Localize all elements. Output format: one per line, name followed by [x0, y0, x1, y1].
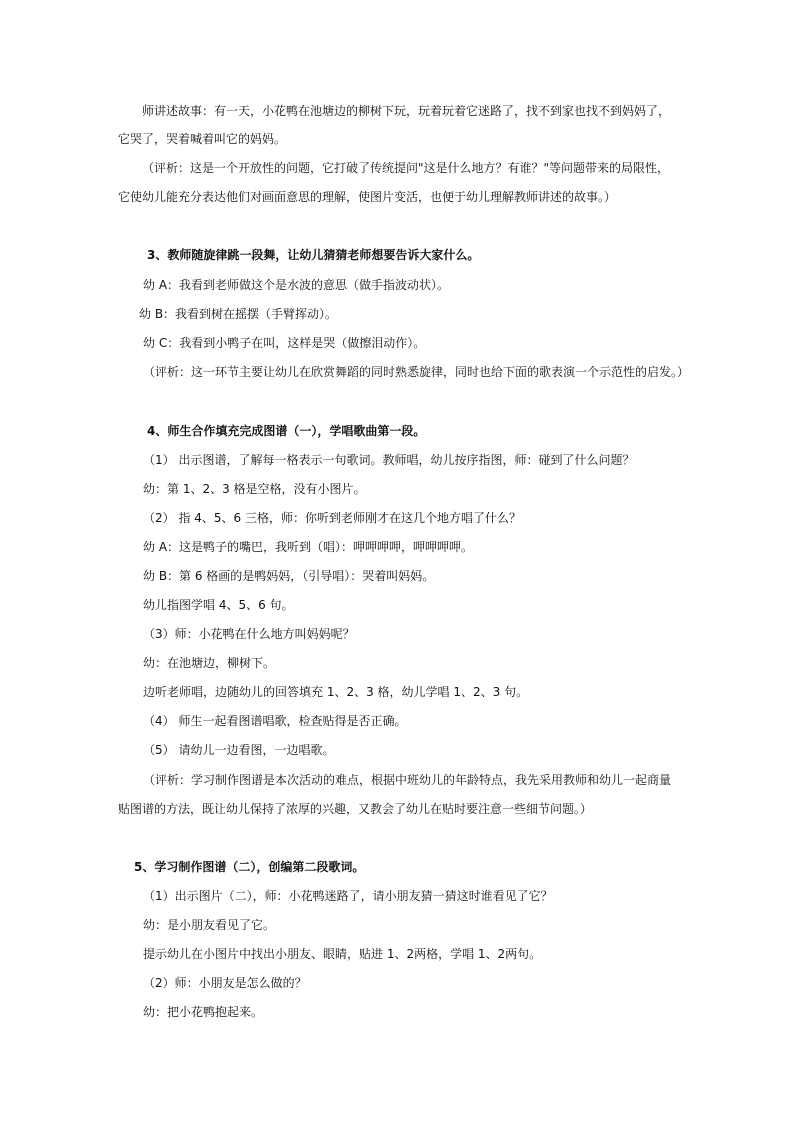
story-paragraph-line-2: 它哭了，哭着喊着叫它的妈妈。	[118, 132, 287, 146]
section-5-answer-2: 幼：把小花鸭抱起来。	[143, 1005, 264, 1019]
section-4-comment-line-1: （评析：学习制作图谱是本次活动的难点，根据中班幼儿的年龄特点，我先采用教师和幼儿一起商量	[143, 773, 672, 787]
section-3-child-b: 幼 B：我看到树在摇摆（手臂挥动）。	[139, 307, 338, 321]
section-4-step-3: （3）师：小花鸭在什么地方叫妈妈呢？	[143, 627, 355, 641]
section-4-comment-line-2: 贴图谱的方法，既让幼儿保持了浓厚的兴趣，又教会了幼儿在贴时要注意一些细节问题。）	[118, 802, 593, 816]
section-4-heading: 4、师生合作填充完成图谱（一），学唱歌曲第一段。	[147, 424, 426, 438]
section-3-heading: 3、教师随旋律跳一段舞，让幼儿猜猜老师想要告诉大家什么。	[147, 248, 480, 262]
section-4-fill: 边听老师唱，边随幼儿的回答填充 1、2、3 格，幼儿学唱 1、2、3 句。	[143, 685, 529, 699]
section-4-step-5: （5） 请幼儿一边看图，一边唱歌。	[143, 743, 335, 757]
section-4-answer-2a: 幼 A：这是鸭子的嘴巴，我听到（唱）：呷呷呷呷，呷呷呷呷。	[143, 540, 474, 554]
section-3-comment: （评析：这一环节主要让幼儿在欣赏舞蹈的同时熟悉旋律，同时也给下面的歌表演一个示范性的启发。）	[143, 365, 690, 379]
section-4-step-2: （2） 指 4、5、6 三格，师：你听到老师刚才在这几个地方唱了什么？	[143, 511, 521, 525]
section-3-child-a: 幼 A：我看到老师做这个是水波的意思（做手指波动状）。	[143, 278, 450, 292]
section-5-hint: 提示幼儿在小图片中找出小朋友、眼睛，贴进 1、2两格，学唱 1、2两句。	[143, 947, 542, 961]
section-4-step-1: （1） 出示图谱，了解每一格表示一句歌词。教师唱，幼儿按序指图，师：碰到了什么问题？	[143, 453, 635, 467]
story-comment-line-2: 它使幼儿能充分表达他们对画面意思的理解，使图片变活，也便于幼儿理解教师讲述的故事。）	[118, 190, 617, 204]
section-5-answer-1: 幼：是小朋友看见了它。	[143, 918, 276, 932]
section-5-step-2: （2）师：小朋友是怎么做的？	[143, 976, 307, 990]
section-4-answer-3: 幼：在池塘边，柳树下。	[143, 656, 276, 670]
section-5-step-1: （1）出示图片（二），师：小花鸭迷路了，请小朋友猜一猜这时谁看见了它？	[143, 889, 553, 903]
section-4-answer-1: 幼：第 1、2、3 格是空格，没有小图片。	[143, 482, 366, 496]
section-4-answer-2b: 幼 B：第 6 格画的是鸭妈妈，（引导唱）：哭着叫妈妈。	[143, 569, 435, 583]
story-paragraph-line-1: 师讲述故事：有一天，小花鸭在池塘边的柳树下玩，玩着玩着它迷路了，找不到家也找不到妈妈了，	[142, 104, 671, 118]
section-4-step-4: （4） 师生一起看图谱唱歌，检查贴得是否正确。	[143, 714, 407, 728]
story-comment-line-1: （评析：这是一个开放性的问题，它打破了传统提问"这是什么地方？有谁？"等问题带来的局限性，	[142, 161, 670, 175]
section-5-heading: 5、学习制作图谱（二），创编第二段歌词。	[134, 860, 365, 874]
section-3-child-c: 幼 C：我看到小鸭子在叫，这样是哭（做擦泪动作）。	[143, 336, 426, 350]
section-4-practice: 幼儿指图学唱 4、5、6 句。	[143, 598, 294, 612]
